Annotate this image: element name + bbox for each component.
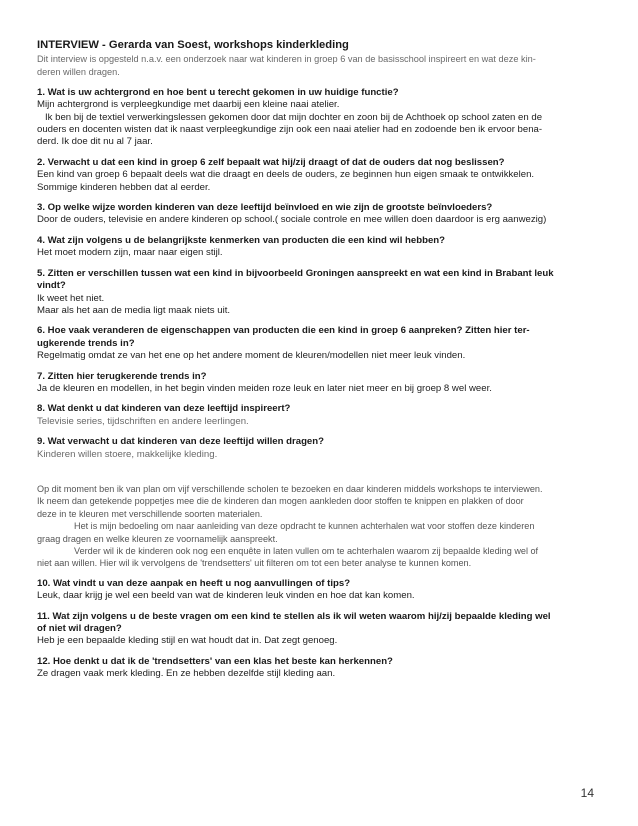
question: vindt? [37, 280, 66, 292]
qa-item-12 [37, 656, 592, 681]
question: 2. Verwacht u dat een kind in groep 6 zelf bepaalt wat hij/zij draagt of dat de ouders dat nog beslissen? [37, 156, 505, 168]
answer-line: ouders en docenten wisten dat ik naast verpleegkundige zijn ook een naai atelier had en zodoende ben ik ervoor bena- [37, 124, 543, 136]
qa-item-8 [37, 403, 592, 428]
qa-item-7 [37, 371, 592, 396]
question: of niet wil dragen? [37, 623, 122, 635]
qa-item-3 [37, 202, 592, 227]
qa-item-5 [37, 268, 592, 318]
answer-line: Een kind van groep 6 bepaalt deels wat die draagt en deels de ouders, ze beginnen hun eigen smaak te ontwikkelen. [37, 169, 535, 181]
question: 4. Wat zijn volgens u de belangrijkste kenmerken van producten die een kind wil hebben? [37, 234, 446, 246]
question: 8. Wat denkt u dat kinderen van deze leeftijd inspireert? [37, 403, 291, 415]
answer-line: Kinderen willen stoere, makkelijke kleding. [37, 448, 218, 460]
note-line: niet aan willen. Hier wil ik vervolgens de 'trendsetters' uit filteren om tot een beter analyse te kunnen komen. [37, 558, 472, 569]
qa-item-6 [37, 325, 592, 362]
question: 1. Wat is uw achtergrond en hoe bent u terecht gekomen in uw huidige functie? [37, 86, 399, 98]
answer-line: Mijn achtergrond is verpleegkundige met daarbij een kleine naai atelier. [37, 99, 340, 111]
answer-line: Sommige kinderen hebben dat al eerder. [37, 181, 211, 193]
answer-line: Heb je een bepaalde kleding stijl en wat houdt dat in. Dat zegt genoeg. [37, 635, 338, 647]
question: 6. Hoe vaak veranderen de eigenschappen van producten die een kind in groep 6 aanpreken? Zitten hier ter- [37, 325, 530, 337]
note-line: graag dragen en welke kleuren ze voornamelijk aanspreekt. [37, 533, 278, 544]
question: 12. Hoe denkt u dat ik de 'trendsetters' van een klas het beste kan herkennen? [37, 655, 393, 667]
answer-line: Ze dragen vaak merk kleding. En ze hebben dezelfde stijl kleding aan. [37, 668, 336, 680]
answer-line: Door de ouders, televisie en andere kinderen op school.( sociale controle en mee willen doen daardoor is erg aanwezig) [37, 214, 547, 226]
question: 3. Op welke wijze worden kinderen van deze leeftijd beïnvloed en wie zijn de grootste beïnvloeders? [37, 202, 493, 214]
intro-text [37, 53, 592, 79]
answer-line: Leuk, daar krijg je wel een beeld van wat de kinderen leuk vinden en hoe dat kan komen. [37, 590, 415, 602]
note-line: Het is mijn bedoeling om naar aanleiding van deze opdracht te kunnen achterhalen wat voor stoffen deze kinderen [74, 521, 535, 532]
question: 5. Zitten er verschillen tussen wat een kind in bijvoorbeeld Groningen aanspreekt en wat een kind in Brabant leuk [37, 267, 554, 279]
intro-line: deren willen dragen. [37, 67, 120, 78]
question: 11. Wat zijn volgens u de beste vragen om een kind te stellen als ik wil weten waarom hij/zij bepaalde kleding wel [37, 610, 551, 622]
qa-item-9 [37, 436, 592, 461]
answer-line: Regelmatig omdat ze van het ene op het andere moment de kleuren/modellen niet meer leuk vinden. [37, 350, 466, 362]
qa-item-1 [37, 87, 592, 149]
intro-line: Dit interview is opgesteld n.a.v. een onderzoek naar wat kinderen in groep 6 van de basisschool inspireert en wat deze kin- [37, 54, 536, 64]
qa-item-2 [37, 157, 592, 194]
answer-line: Het moet modern zijn, maar naar eigen stijl. [37, 247, 223, 259]
workshop-note [37, 483, 592, 570]
answer-line: Ik ben bij de textiel verwerkingslessen gekomen door dat mijn dochter en zoon bij de Achthoek op school zaten en de [45, 111, 543, 123]
document-title: INTERVIEW - Gerarda van Soest, workshops kinderkleding [37, 39, 349, 51]
question: 9. Wat verwacht u dat kinderen van deze leeftijd willen dragen? [37, 436, 324, 448]
note-line: Verder wil ik de kinderen ook nog een enquête in laten vullen om te achterhalen waarom zij bepaalde kleding wel of [74, 546, 539, 556]
note-line: deze in te kleuren met verschillende soorten materialen. [37, 508, 263, 519]
answer-line: Televisie series, tijdschriften en andere leerlingen. [37, 415, 249, 427]
document-page [37, 38, 592, 681]
page-number: 14 [580, 786, 594, 800]
qa-item-10 [37, 578, 592, 603]
question: 10. Wat vindt u van deze aanpak en heeft u nog aanvullingen of tips? [37, 577, 351, 589]
note-line: Op dit moment ben ik van plan om vijf verschillende scholen te bezoeken en daar kinderen middels workshops te interviewen. [37, 483, 543, 494]
answer-line: Maar als het aan de media ligt maak niets uit. [37, 304, 231, 316]
question: ugkerende trends in? [37, 337, 135, 349]
question: 7. Zitten hier terugkerende trends in? [37, 370, 207, 382]
qa-item-4 [37, 235, 592, 260]
qa-item-11 [37, 611, 592, 648]
answer-line: derd. Ik doe dit nu al 7 jaar. [37, 136, 153, 148]
answer-line: Ja de kleuren en modellen, in het begin vinden meiden roze leuk en later niet meer en bij groep 8 wel weer. [37, 382, 492, 394]
answer-line: Ik weet het niet. [37, 292, 105, 304]
note-line: Ik neem dan getekende poppetjes mee die de kinderen dan mogen aankleden door stoffen te knippen en plakken of door [37, 496, 524, 507]
